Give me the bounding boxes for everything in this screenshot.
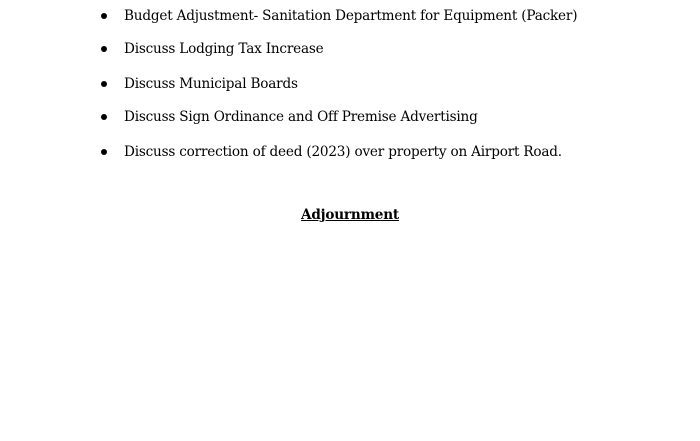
list-item	[0, 7, 700, 27]
bullet-icon	[101, 81, 107, 87]
adjournment-heading: Adjournment	[301, 207, 399, 223]
list-item	[0, 143, 700, 163]
bullet-icon	[101, 46, 107, 52]
list-item	[0, 40, 700, 60]
agenda-item-text: Discuss Municipal Boards	[124, 76, 298, 92]
bullet-icon	[101, 114, 107, 120]
list-item	[0, 75, 700, 95]
list-item	[0, 108, 700, 128]
bullet-icon	[101, 149, 107, 155]
agenda-item-text: Discuss Sign Ordinance and Off Premise Advertising	[124, 109, 478, 125]
agenda-item-text: Discuss Lodging Tax Increase	[124, 41, 324, 57]
agenda-item-text: Budget Adjustment- Sanitation Department for Equipment (Packer)	[124, 8, 578, 24]
bullet-icon	[101, 13, 107, 19]
agenda-item-text: Discuss correction of deed (2023) over property on Airport Road.	[124, 144, 562, 160]
